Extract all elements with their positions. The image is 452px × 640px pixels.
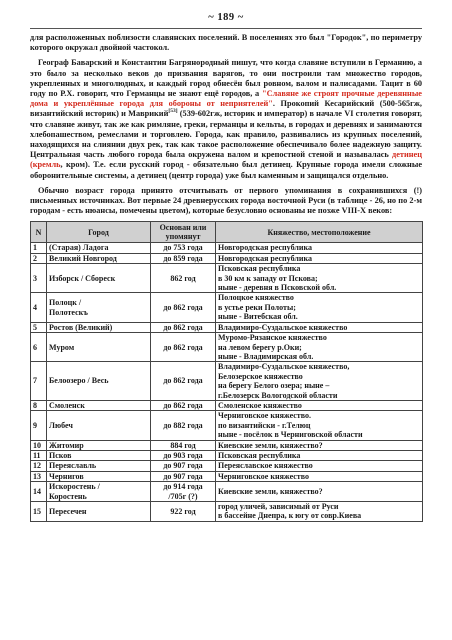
- cell-city: [47, 400, 151, 410]
- cell-n: [31, 411, 47, 440]
- cell-city: [47, 411, 151, 440]
- cell-line: до 862 года: [163, 400, 203, 410]
- cell-line: 922 год: [170, 506, 196, 516]
- table-row: [31, 450, 423, 460]
- cell-line: Новгородская республика: [218, 253, 312, 263]
- cell-line: Полоцкое княжество: [218, 293, 294, 303]
- cell-line: 7: [33, 376, 37, 386]
- cell-city: [47, 440, 151, 450]
- cell-line: ныне - Витебская обл.: [218, 312, 298, 322]
- cell-place: [216, 450, 423, 460]
- cell-line: 2: [33, 253, 37, 263]
- paragraph-3: Обычно возраст города принято отсчитывать от первого упоминания в сохранившихся (!) письменных источниках. Вот первые 24 древнерусских города восточной Руси (в таблице - 26, но по 2-м городам - есть нюансы, помечены цветом), которые безусловно основаны не позже VIII-Х веков:: [30, 185, 422, 216]
- cell-city: [47, 502, 151, 522]
- cell-n: [31, 362, 47, 401]
- cell-line: 13: [33, 471, 41, 481]
- page-number: ~ 189 ~: [208, 12, 244, 23]
- cell-line: Киевские земли, княжество?: [218, 486, 323, 496]
- cell-founded: [151, 264, 216, 293]
- cell-line: Псковская республика: [218, 264, 301, 274]
- cell-line: Псковская республика: [218, 450, 301, 460]
- cell-founded: [151, 440, 216, 450]
- cell-city: [47, 482, 151, 502]
- cell-place: [216, 264, 423, 293]
- table-row: [31, 502, 423, 522]
- cell-line: до 862 года: [163, 322, 203, 332]
- cell-line: в бассейне Днепра, к югу от совр.Киева: [218, 511, 362, 521]
- cell-line: на левом берегу р.Оки;: [218, 342, 302, 352]
- cell-line: до 862 года: [163, 342, 203, 352]
- cell-line: 6: [33, 342, 37, 352]
- cell-line: 10: [33, 440, 41, 450]
- cell-line: 884 год: [170, 440, 196, 450]
- table-row: [31, 293, 423, 322]
- cell-line: Муром: [49, 342, 75, 352]
- table-row: [31, 362, 423, 401]
- cell-city: [47, 471, 151, 481]
- cell-line: 4: [33, 302, 37, 312]
- cell-line: Искоростень /: [49, 482, 100, 492]
- cell-line: Муромо-Рязанское княжество: [218, 333, 327, 343]
- cell-line: ныне - деревня в Псковской обл.: [218, 283, 337, 293]
- table-header-row: [31, 222, 423, 243]
- cell-line: до 753 года: [163, 243, 203, 253]
- cell-line: Псков: [49, 450, 72, 460]
- cell-line: Изборск / Сбореск: [49, 273, 116, 283]
- cell-city: [47, 461, 151, 471]
- cell-n: [31, 440, 47, 450]
- cell-line: 5: [33, 322, 37, 332]
- paragraph-2: [30, 58, 422, 180]
- cell-n: [31, 482, 47, 502]
- cell-founded: [151, 482, 216, 502]
- cell-city: [47, 293, 151, 322]
- header-rule: [30, 28, 422, 29]
- cell-place: [216, 440, 423, 450]
- cell-line: в 30 км к западу от Пскова;: [218, 273, 318, 283]
- cell-founded: [151, 502, 216, 522]
- cell-city: [47, 450, 151, 460]
- cell-n: [31, 400, 47, 410]
- cell-line: 862 год: [170, 273, 196, 283]
- cell-place: [216, 362, 423, 401]
- cell-founded: [151, 333, 216, 362]
- cell-n: [31, 243, 47, 253]
- cell-line: Великий Новгород: [49, 253, 117, 263]
- cell-founded: [151, 243, 216, 253]
- paragraph-2-text-a: Географ Баварский и Константин Багрянородный пишут, что когда славяне вступили в Германию, а это было за несколько веков до призвания варягов, то они построили там множество городов, укрепленных и многолюдных, и каждый город обнесён был ровном, валом и палисадами. Тацит в 60 году по Р.Х. говорит, что Германцы не знают ещё городов, а: [30, 58, 422, 99]
- cell-line: Владимиро-Суздальское княжество,: [218, 362, 350, 372]
- cell-city: [47, 253, 151, 263]
- header-city: Город: [47, 222, 151, 243]
- cell-line: Любеч: [49, 420, 73, 430]
- cell-city: [47, 362, 151, 401]
- header-founded: Основан или упомянут: [151, 222, 216, 243]
- cell-place: [216, 400, 423, 410]
- cell-n: [31, 333, 47, 362]
- cell-city: [47, 264, 151, 293]
- cell-line: Новгородская республика: [218, 243, 312, 253]
- cell-city: [47, 322, 151, 332]
- cell-line: до 862 года: [163, 376, 203, 386]
- cell-founded: [151, 322, 216, 332]
- paragraph-2-text-b: . Прокопий Кесарийский (500-565гж, византийский историк) и Маврикий: [30, 99, 422, 119]
- cell-place: [216, 253, 423, 263]
- cell-line: Киевские земли, княжество?: [218, 440, 323, 450]
- cell-city: [47, 243, 151, 253]
- cell-line: ныне - Владимирская обл.: [218, 351, 314, 361]
- paragraph-1: для расположенных поблизости славянских поселений. В поселениях это был "Городок", по периметру которого окружал двойной частокол.: [30, 33, 422, 53]
- cell-line: Белозерское княжество: [218, 371, 303, 381]
- cell-city: [47, 333, 151, 362]
- cell-place: [216, 293, 423, 322]
- cell-n: [31, 322, 47, 332]
- cell-line: до 859 года: [163, 253, 203, 263]
- cell-line: до 862 года: [163, 302, 203, 312]
- cell-place: [216, 502, 423, 522]
- cell-place: [216, 411, 423, 440]
- table-row: [31, 333, 423, 362]
- paragraph-2-text-d: , кром). Т.е. если русский город - обязательно был детинец. Крупные города имели сложные оборонительные системы, а детинец (центр города) уже был каменным и защищался отдельно.: [30, 160, 422, 180]
- cell-founded: [151, 411, 216, 440]
- cell-line: 11: [33, 450, 41, 460]
- document-page: [30, 12, 422, 522]
- cities-table: [30, 221, 423, 521]
- cell-n: [31, 253, 47, 263]
- cell-n: [31, 502, 47, 522]
- cell-n: [31, 471, 47, 481]
- cell-line: до 903 года: [163, 450, 203, 460]
- detinets-highlight: детинец (кремль: [30, 150, 422, 170]
- cell-line: город уличей, зависимый от Руси: [218, 502, 339, 512]
- cell-place: [216, 482, 423, 502]
- cell-line: Смоленск: [49, 400, 85, 410]
- cell-line: Владимиро-Суздальское княжество: [218, 322, 348, 332]
- paragraph-2-text-c: (539-602гж, историк и император) в начале VI столетия говорят, что славяне живут, так же как римляне, греки, германцы и кельты, в городах и деревнях и занимаются хлебопашеством, ремеслами и торговлею. Города, как правило, развивались из крупных поселений, находящихся на слиянии двух рек, так как такое расположение обеспечивало более надежную защиту. Центральная часть любого города была окружена валом и крепостной стеной и называлась: [30, 109, 422, 160]
- cell-line: Переяславль: [49, 461, 97, 471]
- cell-place: [216, 333, 423, 362]
- cell-line: 12: [33, 461, 41, 471]
- cell-line: ныне - посёлок в Черниговской области: [218, 430, 363, 440]
- cell-place: [216, 322, 423, 332]
- cell-line: 3: [33, 273, 37, 283]
- cell-place: [216, 461, 423, 471]
- cell-line: по византийски - г.Телюц: [218, 420, 311, 430]
- cell-n: [31, 450, 47, 460]
- cell-line: до 914 года: [163, 482, 203, 492]
- cell-line: (Старая) Ладога: [49, 243, 109, 253]
- cell-founded: [151, 362, 216, 401]
- table-body: [31, 243, 423, 521]
- table-row: [31, 253, 423, 263]
- cell-line: Коростень: [49, 491, 87, 501]
- cell-line: Белоозеро / Весь: [49, 376, 109, 386]
- cell-line: в устье реки Полоты;: [218, 302, 296, 312]
- table-row: [31, 264, 423, 293]
- cell-line: до 907 года: [163, 471, 203, 481]
- cell-line: Полотескъ: [49, 307, 88, 317]
- cell-line: на берегу Белого озера; ныне –: [218, 381, 330, 391]
- cell-founded: [151, 450, 216, 460]
- cell-line: Полоцк /: [49, 298, 82, 308]
- cell-n: [31, 264, 47, 293]
- cell-line: Ростов (Великий): [49, 322, 113, 332]
- cell-place: [216, 471, 423, 481]
- cell-line: 15: [33, 506, 41, 516]
- cell-founded: [151, 461, 216, 471]
- table-row: [31, 322, 423, 332]
- table-row: [31, 440, 423, 450]
- cell-line: 9: [33, 420, 37, 430]
- cell-line: Черниговское княжество.: [218, 411, 311, 421]
- cell-founded: [151, 471, 216, 481]
- cell-founded: [151, 253, 216, 263]
- cell-n: [31, 461, 47, 471]
- cell-line: г.Белозерск Вологодской области: [218, 390, 338, 400]
- cell-line: Житомир: [49, 440, 84, 450]
- footnote-ref[interactable]: [53]: [168, 108, 178, 115]
- cell-line: 8: [33, 400, 37, 410]
- cell-line: до 882 года: [163, 420, 203, 430]
- table-row: [31, 411, 423, 440]
- cell-place: [216, 243, 423, 253]
- table-row: [31, 482, 423, 502]
- cell-line: /705г (?): [168, 491, 198, 501]
- cell-line: Пересечен: [49, 506, 87, 516]
- table-row: [31, 400, 423, 410]
- cell-founded: [151, 400, 216, 410]
- cell-line: Чернигов: [49, 471, 84, 481]
- cell-line: Черниговское княжество: [218, 471, 309, 481]
- header-n: N: [31, 222, 47, 243]
- quote-highlight: "Славяне же строят прочные деревянные дома и укреплённые города для обороны от неприятелей": [30, 89, 422, 109]
- cell-line: до 907 года: [163, 461, 203, 471]
- cell-founded: [151, 293, 216, 322]
- header-principality: Княжество, местоположение: [216, 222, 423, 243]
- cell-line: 14: [33, 486, 41, 496]
- table-row: [31, 471, 423, 481]
- cell-line: Переяславское княжество: [218, 461, 313, 471]
- cell-n: [31, 293, 47, 322]
- cell-line: Смоленское княжество: [218, 400, 302, 410]
- table-row: [31, 461, 423, 471]
- table-row: [31, 243, 423, 253]
- cell-line: 1: [33, 243, 37, 253]
